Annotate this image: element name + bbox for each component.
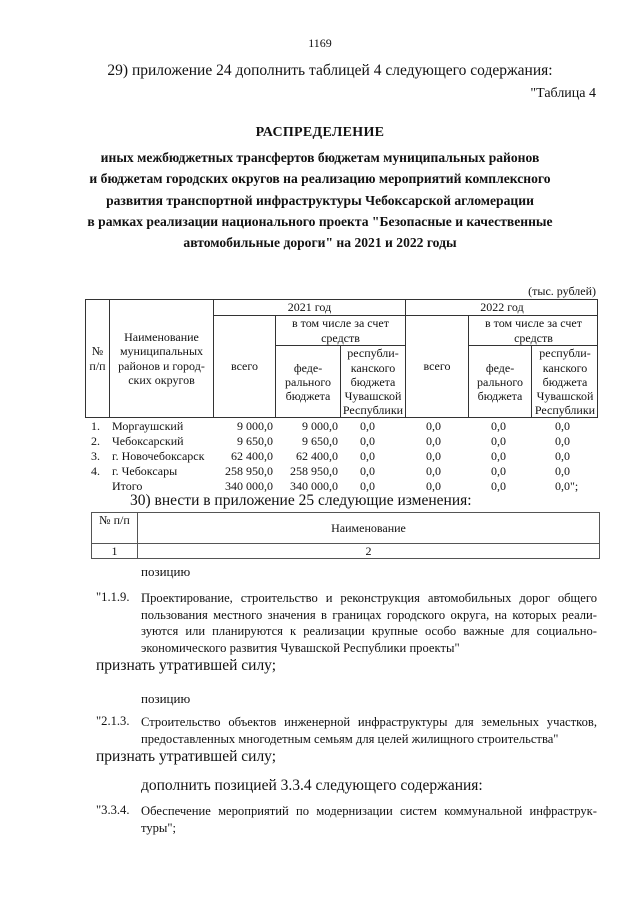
item-29-text: 29) приложение 24 дополнить таблицей 4 следующего содержания: [107, 62, 553, 79]
header-including-2022: в том числе за счет средств [485, 316, 582, 345]
row-name: г. Чебоксары [112, 464, 178, 478]
value-federal-2022: 0,0 [491, 479, 506, 493]
entry-number: "2.1.3. [96, 714, 130, 728]
entry-number: "1.1.9. [96, 590, 130, 604]
invalidate-text: признать утратившей силу; [96, 748, 277, 765]
value-federal-2021: 340 000,0 [290, 479, 338, 493]
value-total-2022: 0,0 [426, 419, 441, 433]
value-republic-2021: 0,0 [360, 449, 375, 463]
invalidate-text: признать утратившей силу; [96, 657, 277, 674]
header-num: № п/п [89, 344, 106, 373]
subtitle-line: и бюджетам городских округов на реализацию мероприятий комплексного [89, 171, 551, 187]
position-word: позицию [141, 564, 191, 579]
value-republic-2021: 0,0 [360, 479, 375, 493]
document-title: РАСПРЕДЕЛЕНИЕ [255, 125, 385, 140]
subtitle-line: в рамках реализации национального проекта "Безопасные и качественные [87, 213, 553, 229]
table2-header-name: Наименование [331, 521, 406, 535]
value-total-2022: 0,0 [426, 464, 441, 478]
entry-text: Обеспечение мероприятий по модернизации систем коммунальной инфраструк-туры"; [141, 804, 597, 835]
value-republic-2022: 0,0 [555, 464, 570, 478]
row-num: 2. [91, 434, 100, 448]
header-federal-2022: феде-рального бюджета [477, 360, 523, 404]
header-republic-2022: республи-канского бюджета Чувашской Республики [534, 346, 596, 418]
subtitle-line: иных межбюджетных трансфертов бюджетам муниципальных районов [100, 150, 540, 165]
table2-col2: 2 [365, 544, 372, 558]
header-republic-2021: республи-канского бюджета Чувашской Республики [342, 346, 404, 418]
row-name: Моргаушский [112, 419, 184, 433]
value-federal-2022: 0,0 [491, 419, 506, 433]
value-total-2021: 340 000,0 [225, 479, 273, 493]
units-label: (тыс. рублей) [528, 284, 596, 298]
header-name: Наименование муниципальных районов и город-ских округов [118, 330, 205, 387]
header-total-2022: всего [423, 359, 451, 374]
item-30-text: 30) внести в приложение 25 следующие изменения: [130, 492, 472, 509]
value-republic-2021: 0,0 [360, 464, 375, 478]
value-total-2022: 0,0 [426, 479, 441, 493]
value-total-2021: 258 950,0 [225, 464, 273, 478]
value-total-2022: 0,0 [426, 449, 441, 463]
table2-header-num: № п/п [99, 513, 130, 527]
header-including-2021: в том числе за счет средств [292, 316, 389, 345]
document-subtitle [0, 147, 640, 253]
value-total-2021: 62 400,0 [231, 449, 273, 463]
row-num: 4. [91, 464, 100, 478]
table-row [0, 434, 640, 449]
table-row [0, 464, 640, 479]
add-position-text: дополнить позицией 3.3.4 следующего содержания: [141, 777, 483, 794]
table-row [0, 419, 640, 434]
value-republic-2021: 0,0 [360, 434, 375, 448]
position-word: позицию [141, 691, 191, 706]
value-federal-2022: 0,0 [491, 434, 506, 448]
row-name: г. Новочебоксарск [112, 449, 205, 463]
value-republic-2022: 0,0 [555, 449, 570, 463]
value-republic-2022: 0,0"; [555, 479, 579, 493]
subtitle-line: развития транспортной инфраструктуры Чебоксарской агломерации [106, 192, 534, 208]
value-republic-2021: 0,0 [360, 419, 375, 433]
value-federal-2022: 0,0 [491, 449, 506, 463]
row-name: Чебоксарский [112, 434, 184, 448]
row-num: 1. [91, 419, 100, 433]
header-federal-2021: феде-рального бюджета [285, 360, 331, 404]
value-total-2021: 9 000,0 [237, 419, 273, 433]
value-federal-2021: 258 950,0 [290, 464, 338, 478]
entry-text: Проектирование, строительство и реконструкция автомобильных дорог общего пользования местного значения в границах городского округа, на которых реали-зуются или планируются к реализации крупные особо важные для социально-экономического развития Чувашской Республики проекты" [141, 591, 597, 655]
value-federal-2021: 9 000,0 [302, 419, 338, 433]
header-2022: 2022 год [480, 300, 524, 315]
table-row [0, 449, 640, 464]
value-federal-2021: 62 400,0 [296, 449, 338, 463]
row-name: Итого [112, 479, 143, 493]
table2-col1: 1 [111, 544, 118, 558]
value-total-2021: 9 650,0 [237, 434, 273, 448]
value-republic-2022: 0,0 [555, 434, 570, 448]
entry-number: "3.3.4. [96, 803, 130, 817]
table-label: "Таблица 4 [530, 86, 596, 101]
value-federal-2022: 0,0 [491, 464, 506, 478]
row-num: 3. [91, 449, 100, 463]
value-total-2022: 0,0 [426, 434, 441, 448]
header-2021: 2021 год [287, 300, 332, 315]
value-republic-2022: 0,0 [555, 419, 570, 433]
page-number: 1169 [308, 36, 332, 50]
header-total-2021: всего [230, 359, 259, 374]
value-federal-2021: 9 650,0 [302, 434, 338, 448]
entry-text: Строительство объектов инженерной инфраструктуры для земельных участков, предоставленных многодетным семьям для целей жилищного строительства" [141, 715, 597, 746]
subtitle-line: автомобильные дороги" на 2021 и 2022 годы [183, 235, 457, 251]
